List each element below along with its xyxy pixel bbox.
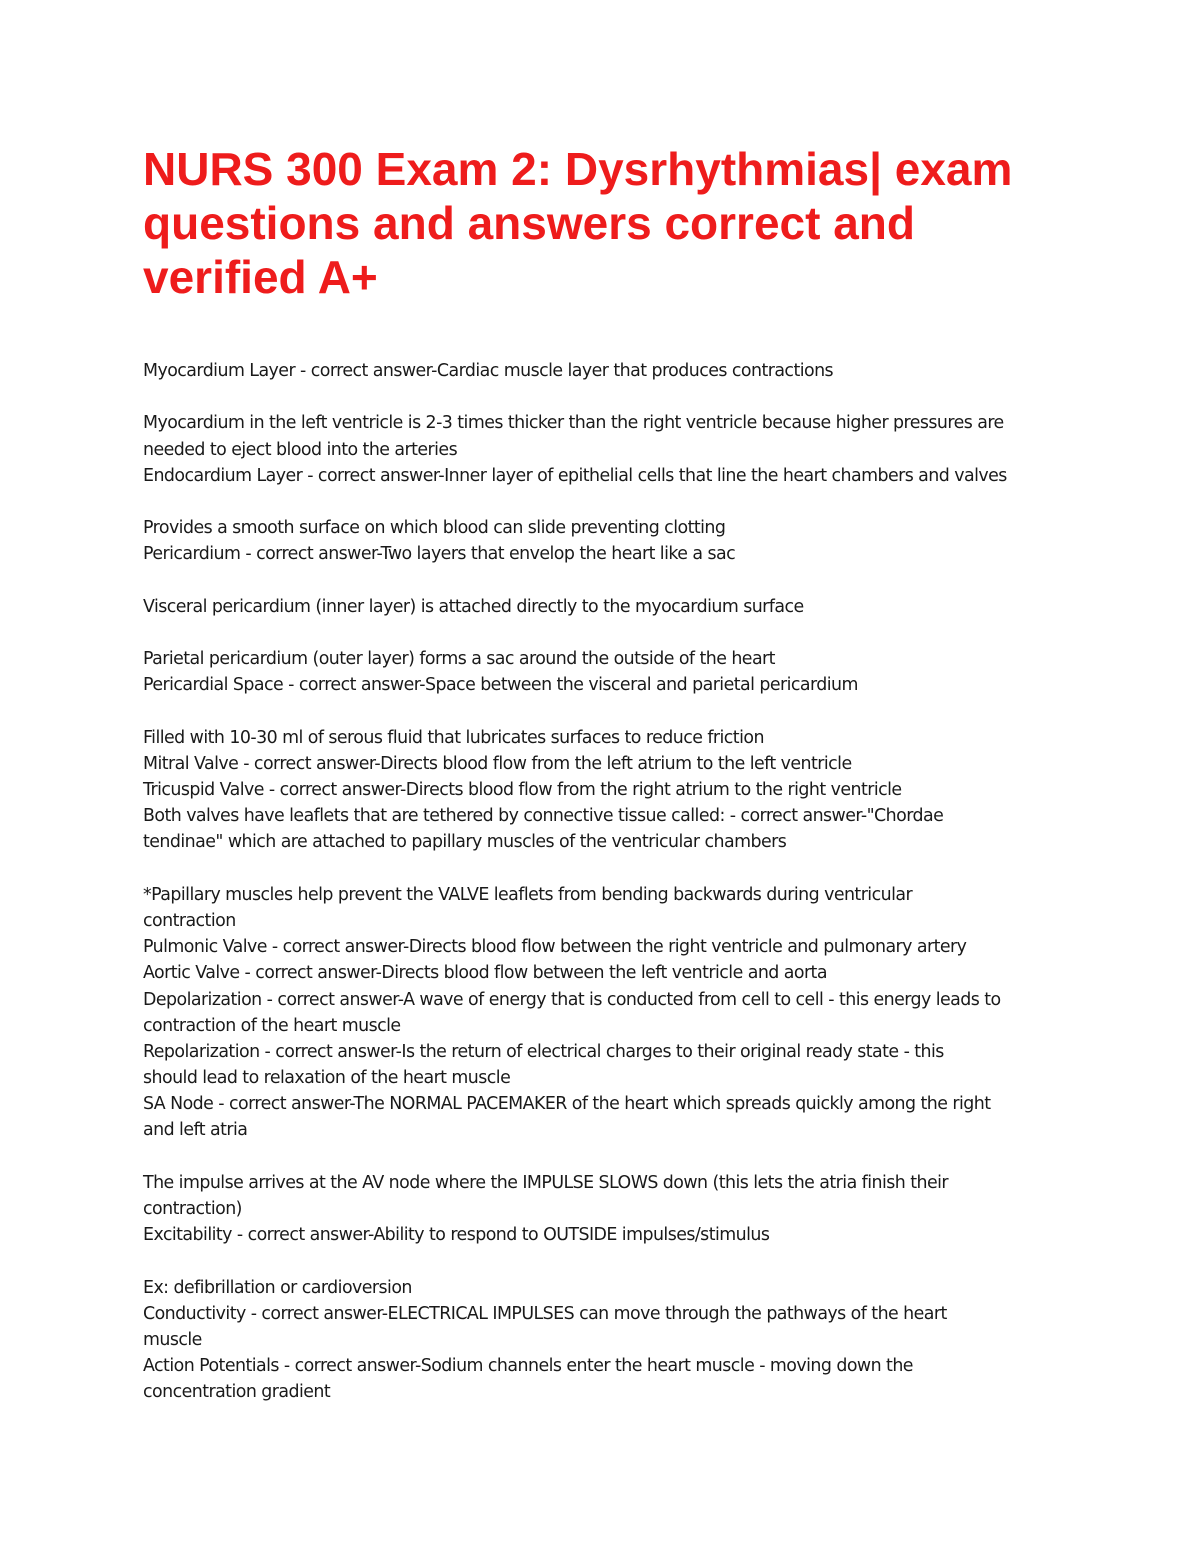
text-line: contraction [143,910,236,931]
text-line: Conductivity - correct answer-ELECTRICAL IMPULSES can move through the pathways of the heart [143,1303,947,1324]
text-line: Provides a smooth surface on which blood can slide preventing clotting [143,518,726,539]
text-line: Excitability - correct answer-Ability to respond to OUTSIDE impulses/stimulus [143,1225,770,1246]
text-line: Ex: defibrillation or cardioversion [143,1277,412,1298]
text-line: contraction) [143,1199,242,1219]
paragraph-gap [143,620,1083,646]
text-line: SA Node - correct answer-The NORMAL PACEMAKER of the heart which spreads quickly among the right [143,1094,991,1115]
text-line: Pericardial Space - correct answer-Space between the visceral and parietal pericardium [143,675,858,696]
text-line: Visceral pericardium (inner layer) is attached directly to the myocardium surface [143,596,804,617]
text-line: Tricuspid Valve - correct answer-Directs blood flow from the right atrium to the right ventricle [143,780,902,800]
document-title [143,142,1103,304]
text-line: Endocardium Layer - correct answer-Inner layer of epithelial cells that line the heart chambers and valves [143,465,1007,486]
text-line: Filled with 10-30 ml of serous fluid that lubricates surfaces to reduce friction [143,727,764,748]
text-line: Repolarization - correct answer-Is the return of electrical charges to their original ready state - this [143,1041,944,1062]
text-line: and left atria [143,1120,248,1141]
text-line: Myocardium in the left ventricle is 2-3 times thicker than the right ventricle because higher pressures are [143,413,1004,434]
text-line: needed to eject blood into the arteries [143,439,458,460]
text-line: Action Potentials - correct answer-Sodium channels enter the heart muscle - moving down the [143,1356,913,1377]
paragraph-gap [143,856,1083,882]
text-line: concentration gradient [143,1382,331,1403]
paragraph-gap [143,489,1083,515]
title-line: verified A+ [143,251,378,303]
document-body [143,358,1083,1406]
text-line: *Papillary muscles help prevent the VALVE leaflets from bending backwards during ventricular [143,884,913,905]
text-line: Aortic Valve - correct answer-Directs blood flow between the left ventricle and aorta [143,963,827,984]
title-line: questions and answers correct and [143,197,916,249]
text-line: Depolarization - correct answer-A wave of energy that is conducted from cell to cell - this energy leads to [143,989,1001,1010]
paragraph-gap [143,698,1083,724]
paragraph-gap [143,384,1083,410]
text-line: tendinae" which are attached to papillary muscles of the ventricular chambers [143,832,787,853]
text-line: Both valves have leaflets that are tethered by connective tissue called: - correct answer-"Chordae [143,806,944,827]
paragraph-gap [143,568,1083,594]
paragraph-gap [143,1248,1083,1274]
text-line: Pulmonic Valve - correct answer-Directs blood flow between the right ventricle and pulmonary artery [143,937,967,958]
text-line: contraction of the heart muscle [143,1015,401,1036]
text-line: muscle [143,1329,202,1350]
text-line: Myocardium Layer - correct answer-Cardiac muscle layer that produces contractions [143,361,834,381]
text-line: The impulse arrives at the AV node where the IMPULSE SLOWS down (this lets the atria finish their [143,1172,948,1193]
text-line: Mitral Valve - correct answer-Directs blood flow from the left atrium to the left ventricle [143,753,852,774]
title-line: NURS 300 Exam 2: Dysrhythmias| exam [143,143,1013,195]
text-line: Pericardium - correct answer-Two layers that envelop the heart like a sac [143,544,736,565]
paragraph-gap [143,1144,1083,1170]
text-line: should lead to relaxation of the heart muscle [143,1068,511,1089]
text-line: Parietal pericardium (outer layer) forms a sac around the outside of the heart [143,649,775,670]
